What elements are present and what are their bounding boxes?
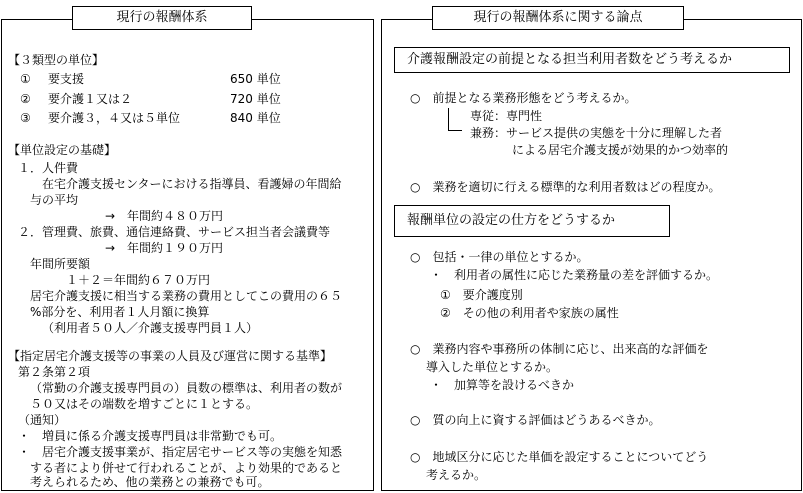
basis-line: → 年間約１９０万円 xyxy=(105,241,224,255)
type-mark-3: ③ xyxy=(20,111,31,125)
basis-line: ２．管理費、旅費、通信連絡費、サービス担当者会議費等 xyxy=(18,225,331,239)
attribute-item: ① 要介護度別 xyxy=(440,288,523,302)
full-time-item: 専従：専門性 xyxy=(470,109,543,123)
basis-line: → 年間約４８０万円 xyxy=(105,209,224,223)
standard-line: （常勤の介護支援専門員の）員数の標準は、利用者の数が xyxy=(30,381,343,395)
basis-line: １．人件費 xyxy=(18,161,79,175)
type-label-1: 要支援 xyxy=(48,72,85,86)
section-header-unit-setting: 報酬単位の設定の仕方をどうするか xyxy=(394,205,670,237)
type-value-1: 650 単位 xyxy=(230,72,281,86)
question-regional-price-cont: 考えるか。 xyxy=(426,468,487,482)
type-label-2: 要介護１又は２ xyxy=(48,92,133,106)
section-header-caseload: 介護報酬設定の前提となる担当利用者数をどう考えるか xyxy=(394,47,790,73)
question-additions: ・ 加算等を設けるべきか xyxy=(430,378,575,392)
bracket-line xyxy=(448,108,449,130)
question-quality: ○ 質の向上に資する評価はどうあるべきか。 xyxy=(410,413,661,427)
basis-line: 与の平均 xyxy=(30,193,79,207)
type-mark-1: ① xyxy=(20,72,31,86)
basis-header: 【単位設定の基礎】 xyxy=(8,143,117,157)
question-work-style: ○ 前提となる業務形態をどう考えるか。 xyxy=(410,91,637,105)
left-panel-title: 現行の報酬体系 xyxy=(72,6,252,30)
basis-line: １＋２＝年間約６７０万円 xyxy=(66,273,211,287)
standard-line: （通知） xyxy=(18,413,67,427)
basis-line: 在宅介護支援センターにおける指導員、看護婦の年間給 xyxy=(42,177,342,191)
concurrent-item: 兼務：サービス提供の実態を十分に理解した者 xyxy=(470,126,723,140)
concurrent-item-cont: による居宅介護支援が効果的かつ効率的 xyxy=(512,143,729,157)
types-header: 【３類型の単位】 xyxy=(8,53,105,67)
question-standard-count: ○ 業務を適切に行える標準的な利用者数はどの程度か。 xyxy=(410,180,721,194)
question-attribute-eval: ・ 利用者の属性に応じた業務量の差を評価するか。 xyxy=(430,268,719,282)
attribute-item: ② その他の利用者や家族の属性 xyxy=(440,306,619,320)
question-regional-price: ○ 地域区分に応じた単価を設定することについてどう xyxy=(410,450,709,464)
basis-line: （利用者５０人／介護支援専門員１人） xyxy=(42,321,259,335)
standard-line: 第２条第２項 xyxy=(18,365,91,379)
standard-line: ・ 増員に係る介護支援専門員は非常勤でも可。 xyxy=(18,429,283,443)
type-label-3: 要介護３，４又は５単位 xyxy=(48,111,181,125)
type-value-2: 720 単位 xyxy=(230,92,281,106)
standard-line: 考えられるため、他の業務との兼務でも可。 xyxy=(30,475,270,489)
basis-line: 年間所要額 xyxy=(30,257,91,271)
basis-line: 居宅介護支援に相当する業務の費用としてこの費用の６５ xyxy=(30,289,343,303)
standard-header: 【指定居宅介護支援等の事業の人員及び運営に関する基準】 xyxy=(8,349,333,363)
type-value-3: 840 単位 xyxy=(230,111,281,125)
right-panel-title: 現行の報酬体系に関する論点 xyxy=(432,6,684,30)
question-uniform-unit: ○ 包括・一律の単位とするか。 xyxy=(410,250,589,264)
question-piece-rate-cont: 導入した単位とするか。 xyxy=(426,360,559,374)
standard-line: する者により併せて行われることが、より効果的であると xyxy=(30,461,343,475)
standard-line: ５０又はその端数を増すごとに１とする。 xyxy=(30,397,259,411)
question-piece-rate: ○ 業務内容や事務所の体制に応じ、出来高的な評価を xyxy=(410,342,709,356)
bracket-line xyxy=(448,130,462,131)
basis-line: %部分を、利用者１人月額に換算 xyxy=(30,305,210,319)
type-mark-2: ② xyxy=(20,92,31,106)
standard-line: ・ 居宅介護支援事業が、指定居宅サービス等の実態を知悉 xyxy=(18,445,343,459)
